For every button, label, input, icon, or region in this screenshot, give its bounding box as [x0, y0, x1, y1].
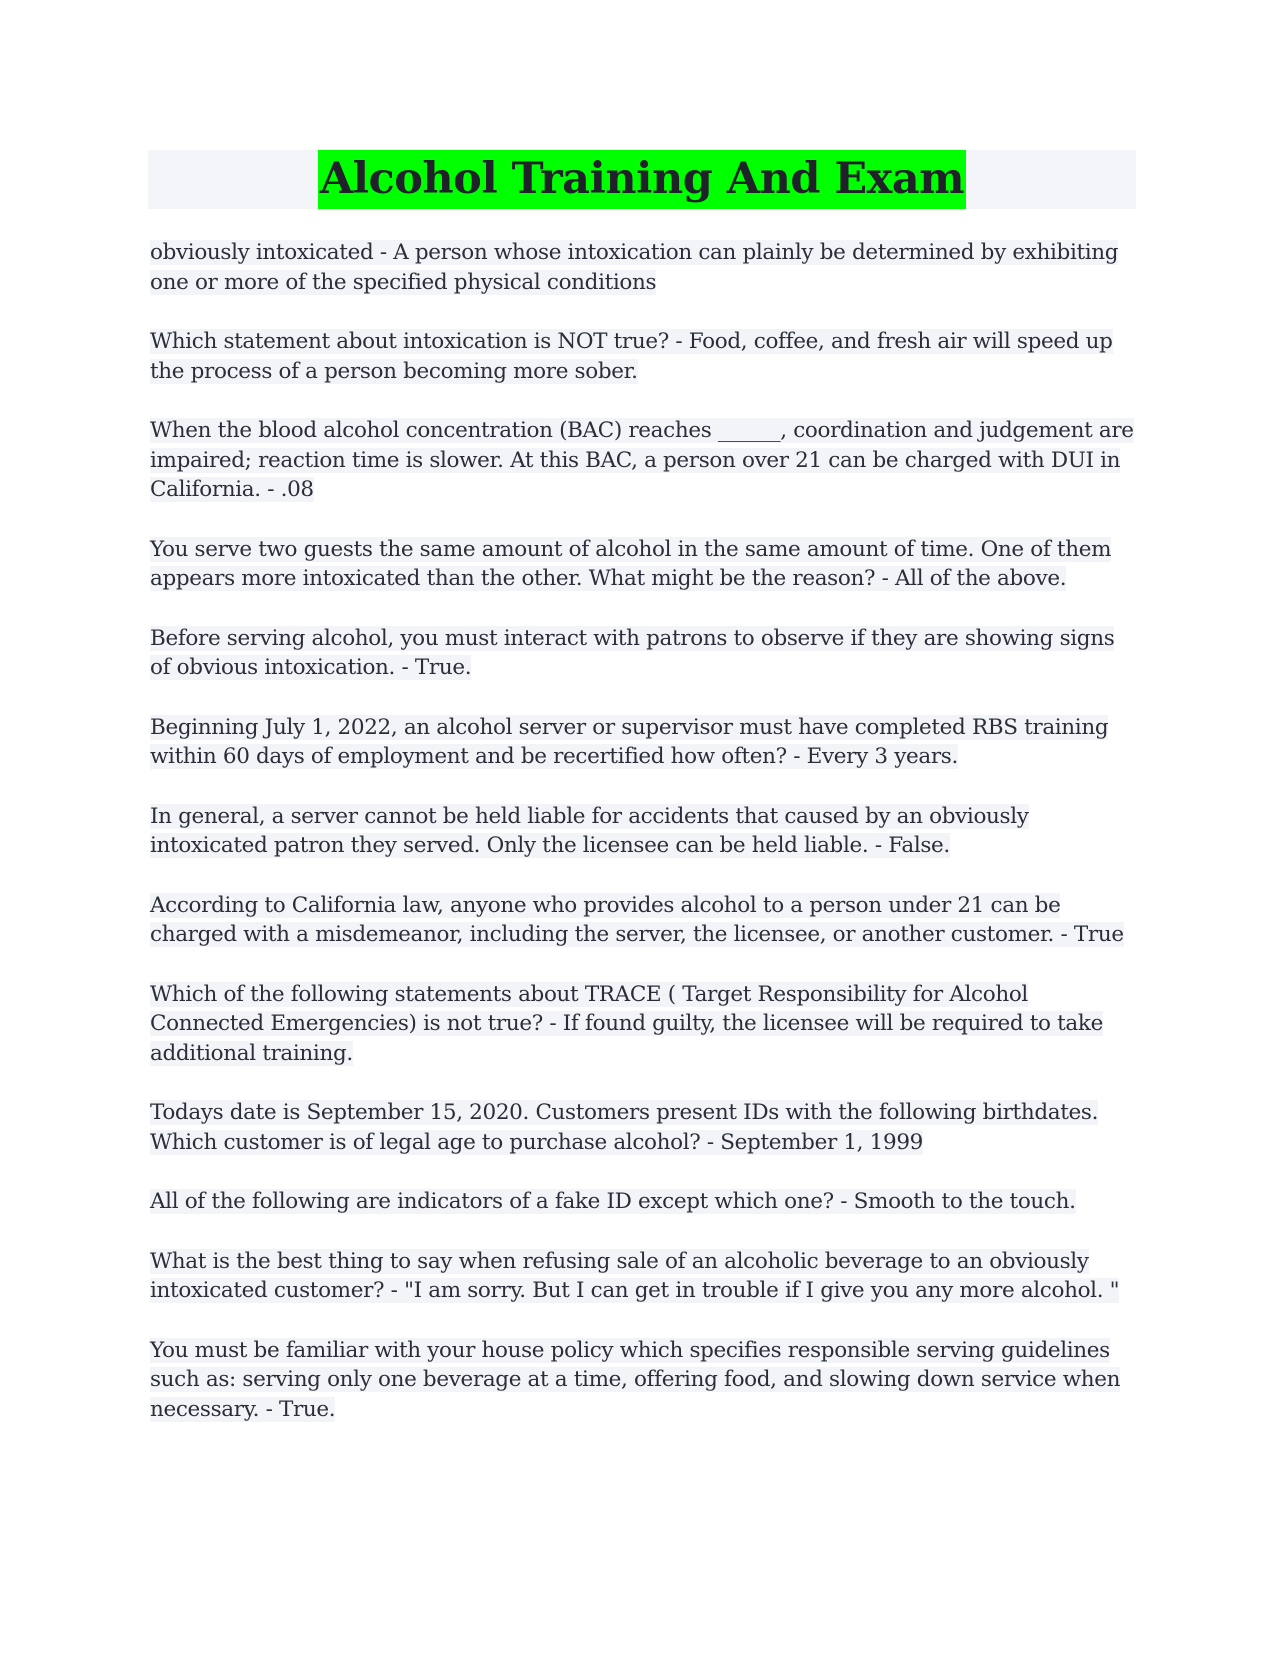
qa-entry — [150, 327, 1140, 386]
qa-entry — [150, 535, 1140, 594]
qa-entry — [150, 891, 1140, 950]
qa-entry-text: You must be familiar with your house policy which specifies responsible serving guidelines such as: serving only one beverage at a time, offering food, and slowing down service when necessary. - True. — [150, 1337, 1121, 1422]
qa-entry — [150, 238, 1140, 297]
qa-entry-text: All of the following are indicators of a fake ID except which one? - Smooth to the touch. — [150, 1189, 1076, 1214]
qa-list — [150, 238, 1140, 1454]
qa-entry — [150, 1336, 1140, 1425]
qa-entry — [150, 1098, 1140, 1157]
qa-entry-text: obviously intoxicated - A person whose intoxication can plainly be determined by exhibiting one or more of the specified physical conditions — [150, 240, 1119, 295]
qa-entry — [150, 416, 1140, 505]
qa-entry-text: Todays date is September 15, 2020. Customers present IDs with the following birthdates. Which customer is of legal age to purchase alcohol? - September 1, 1999 — [150, 1100, 1099, 1155]
qa-entry-text: In general, a server cannot be held liable for accidents that caused by an obviously intoxicated patron they served. Only the licensee can be held liable. - False. — [150, 803, 1029, 858]
qa-entry-text: When the blood alcohol concentration (BAC) reaches ______, coordination and judgement are impaired; reaction time is slower. At this BAC, a person over 21 can be charged with DUI in California. - .08 — [150, 418, 1134, 502]
qa-entry-text: According to California law, anyone who provides alcohol to a person under 21 can be charged with a misdemeanor, including the server, the licensee, or another customer. - True — [150, 892, 1124, 947]
qa-entry-text: Which statement about intoxication is NOT true? - Food, coffee, and fresh air will speed up the process of a person becoming more sober. — [150, 329, 1113, 384]
qa-entry — [150, 980, 1140, 1069]
qa-entry-text: Which of the following statements about TRACE ( Target Responsibility for Alcohol Connected Emergencies) is not true? - If found guilty, the licensee will be required to take additional training. — [150, 981, 1103, 1066]
qa-entry-text: What is the best thing to say when refusing sale of an alcoholic beverage to an obviously intoxicated customer? - "I am sorry. But I can get in trouble if I give you any more alcohol. " — [150, 1248, 1120, 1303]
qa-entry-text: You serve two guests the same amount of alcohol in the same amount of time. One of them appears more intoxicated than the other. What might be the reason? - All of the above. — [150, 536, 1112, 591]
qa-entry-text: Before serving alcohol, you must interact with patrons to observe if they are showing signs of obvious intoxication. - True. — [150, 625, 1115, 680]
qa-entry — [150, 624, 1140, 683]
qa-entry — [150, 1187, 1140, 1217]
qa-entry — [150, 802, 1140, 861]
title-bar — [148, 150, 1136, 209]
document-title: Alcohol Training And Exam — [318, 150, 966, 209]
qa-entry — [150, 1247, 1140, 1306]
qa-entry-text: Beginning July 1, 2022, an alcohol server or supervisor must have completed RBS training within 60 days of employment and be recertified how often? - Every 3 years. — [150, 714, 1109, 769]
qa-entry — [150, 713, 1140, 772]
